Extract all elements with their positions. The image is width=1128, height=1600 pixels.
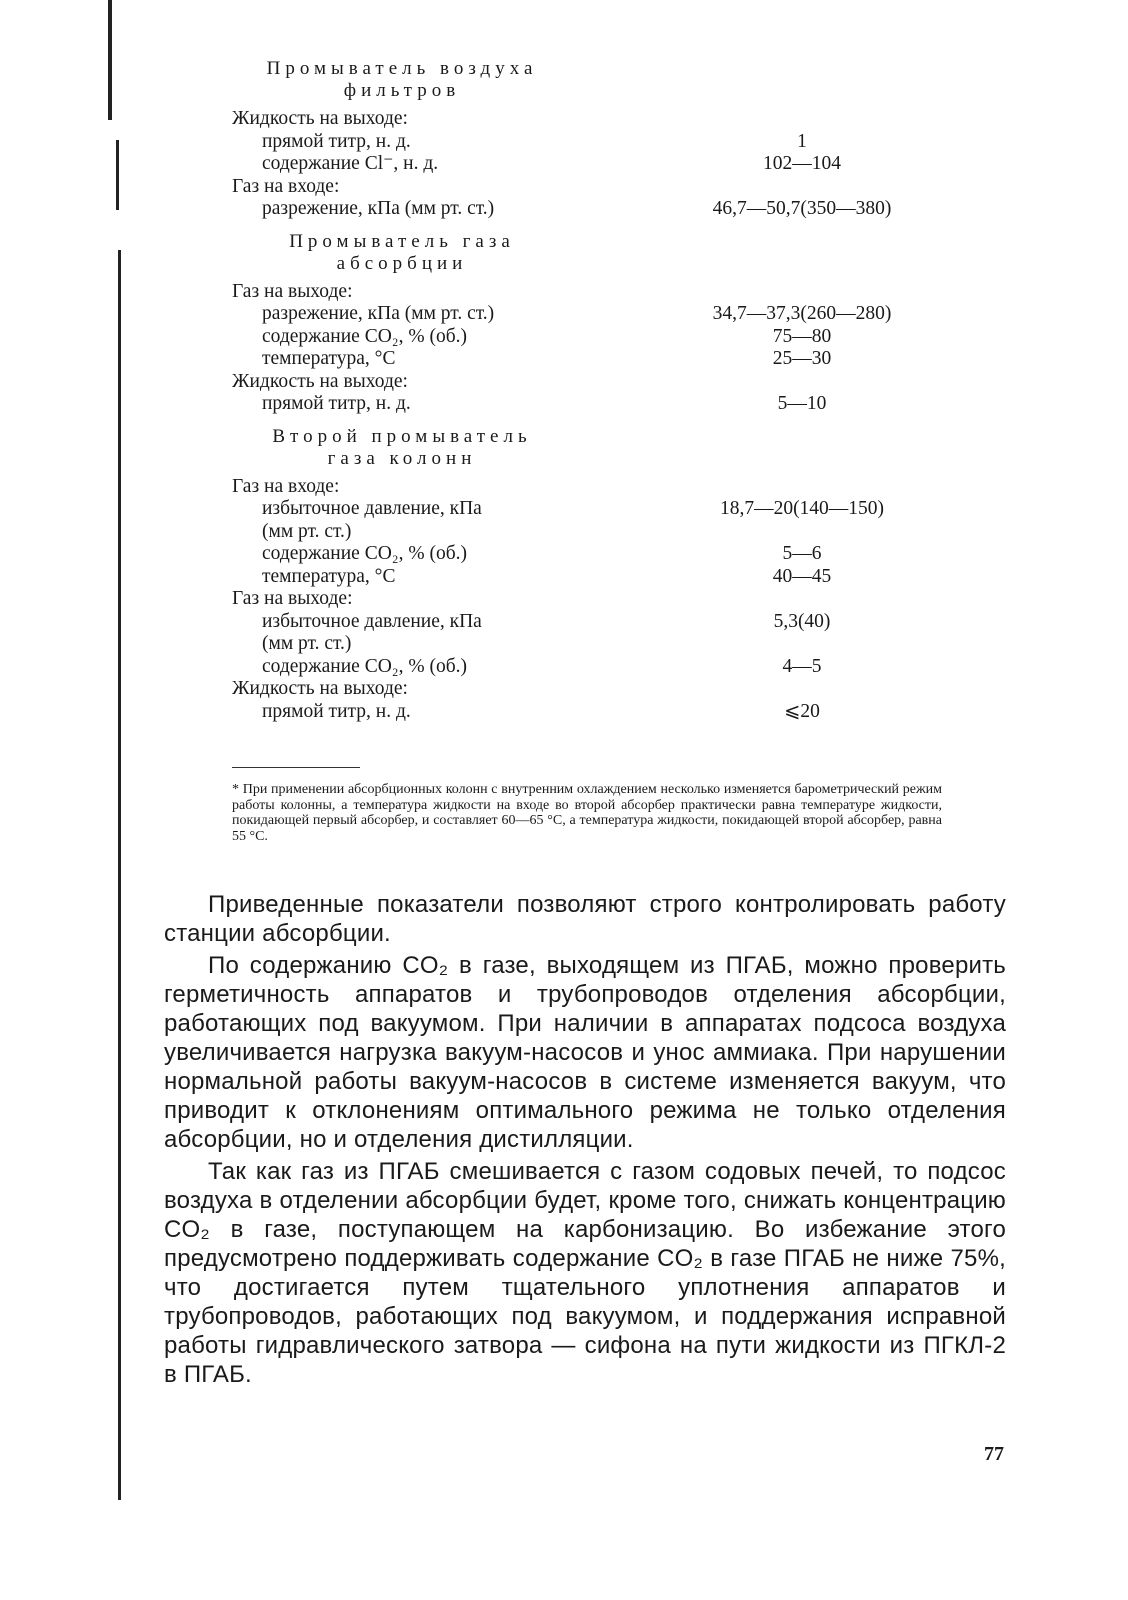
section-air-washer (232, 58, 932, 221)
section-second-column-gas-washer (232, 426, 932, 724)
parameter-value: 75—80 (772, 325, 832, 347)
parameter-row (232, 476, 932, 499)
section-title-line1: Промыватель воздуха (266, 58, 538, 79)
parameter-label: Жидкость на выходе: (232, 370, 408, 392)
scan-edge-mark (116, 140, 119, 210)
parameter-label: избыточное давление, кПа (262, 610, 482, 632)
parameter-row (232, 281, 932, 304)
parameter-value: 102—104 (763, 153, 841, 174)
scan-edge-mark (118, 250, 121, 1500)
parameter-label: содержание CO₂, % (об.) (262, 655, 467, 677)
section-absorption-gas-washer (232, 231, 932, 416)
parameter-label: прямой титр, н. д. (262, 700, 411, 722)
parameter-row (232, 588, 932, 611)
parameter-row (232, 678, 932, 701)
parameter-label: прямой титр, н. д. (262, 393, 411, 414)
paragraph: Так как газ из ПГАБ смешивается с газом содовых печей, то подсос воздуха в отделении абсорбции будет, кроме того, снижать концентрацию CO₂ в газе, поступающем на карбонизацию. Во избежание этого предусмотрено поддерживать содержание CO₂ в газе ПГАБ не ниже 75%, что достигается путем тщательного уплотнения аппаратов и трубопроводов, работающих под вакуумом, и поддержания исправной работы гидравлического затвора — сифона на пути жидкости из ПГКЛ-2 в ПГАБ. (164, 1158, 1006, 1388)
parameter-value: 34,7—37,3(260—280) (712, 303, 892, 324)
parameter-value: 46,7—50,7(350—380) (712, 198, 892, 219)
section-title-line2: абсорбции (336, 252, 468, 274)
parameter-label: Газ на входе: (232, 475, 340, 497)
section-title (202, 426, 602, 470)
parameter-row (232, 701, 932, 724)
parameter-row (232, 176, 932, 199)
body-text (164, 890, 1006, 1389)
parameter-label: (мм рт. ст.) (262, 633, 352, 654)
parameter-value: 5—6 (782, 543, 822, 564)
parameter-label: содержание CO₂, % (об.) (262, 325, 467, 347)
footnote: * При применении абсорбционных колонн с внутренним охлаждением несколько изменяется барометрический режим работы колонны, а температура жидкости на входе во второй абсорбер практически равна температуре жидкости, покидающей первый абсорбер, и составляет 60—65 °С, а температура жидкости, покидающей второй абсорбер, равна 55 °С. (232, 782, 942, 844)
parameter-value: 4—5 (782, 655, 822, 677)
parameter-label: Жидкость на выходе: (232, 678, 408, 699)
parameter-label: содержание CO₂, % (об.) (262, 543, 467, 564)
parameter-value: 25—30 (772, 348, 832, 369)
parameter-row (232, 131, 932, 154)
parameter-label: Газ на выходе: (232, 588, 353, 609)
section-title-line2: фильтров (343, 80, 461, 101)
parameter-value: ⩽20 (784, 700, 820, 722)
parameter-row (232, 566, 932, 589)
parameter-label: температура, °С (262, 348, 396, 369)
parameter-row (232, 153, 932, 176)
section-title (202, 58, 602, 102)
parameter-row (232, 633, 932, 656)
parameter-value: 18,7—20(140—150) (719, 498, 885, 519)
parameter-row (232, 656, 932, 679)
parameter-label: температура, °С (262, 565, 396, 587)
parameter-label: прямой титр, н. д. (262, 130, 411, 152)
parameter-label: разрежение, кПа (мм рт. ст.) (262, 303, 495, 324)
parameter-label: разрежение, кПа (мм рт. ст.) (262, 198, 495, 219)
page-number: 77 (984, 1443, 1004, 1465)
section-title-line1: Второй промыватель (272, 425, 532, 447)
parameter-tables (232, 58, 932, 733)
section-title (202, 231, 602, 275)
parameter-value: 5,3(40) (773, 610, 831, 632)
parameter-row (232, 611, 932, 634)
parameter-row (232, 371, 932, 394)
parameter-label: (мм рт. ст.) (262, 520, 352, 542)
parameter-value: 5—10 (777, 393, 827, 414)
parameter-row (232, 303, 932, 326)
parameter-label: Жидкость на выходе: (232, 108, 408, 129)
parameter-row (232, 198, 932, 221)
parameter-label: Газ на выходе: (232, 280, 353, 302)
parameter-label: избыточное давление, кПа (262, 498, 482, 519)
parameter-value: 40—45 (772, 565, 832, 587)
parameter-label: содержание Cl⁻, н. д. (262, 153, 439, 174)
parameter-label: Газ на входе: (232, 175, 340, 197)
section-title-line2: газа колонн (327, 447, 477, 469)
parameter-value: 1 (797, 130, 807, 152)
parameter-row (232, 108, 932, 131)
paragraph: Приведенные показатели позволяют строго контролировать работу станции абсорбции. (164, 891, 1006, 947)
parameter-row (232, 326, 932, 349)
parameter-row (232, 348, 932, 371)
parameter-row (232, 393, 932, 416)
paragraph: По содержанию CO₂ в газе, выходящем из ПГАБ, можно проверить герметичность аппаратов и трубопроводов отделения абсорбции, работающих под вакуумом. При наличии в аппаратах подсоса воздуха увеличивается нагрузка вакуум-насосов и унос аммиака. При нарушении нормальной работы вакуум-насосов в системе изменяется вакуум, что приводит к отклонениям оптимального режима не только отделения абсорбции, но и отделения дистилляции. (164, 952, 1006, 1153)
parameter-row (232, 498, 932, 521)
scan-edge-mark (108, 0, 112, 120)
section-title-line1: Промыватель газа (289, 230, 515, 252)
parameter-row (232, 543, 932, 566)
footnote-divider (232, 767, 360, 768)
parameter-row (232, 521, 932, 544)
